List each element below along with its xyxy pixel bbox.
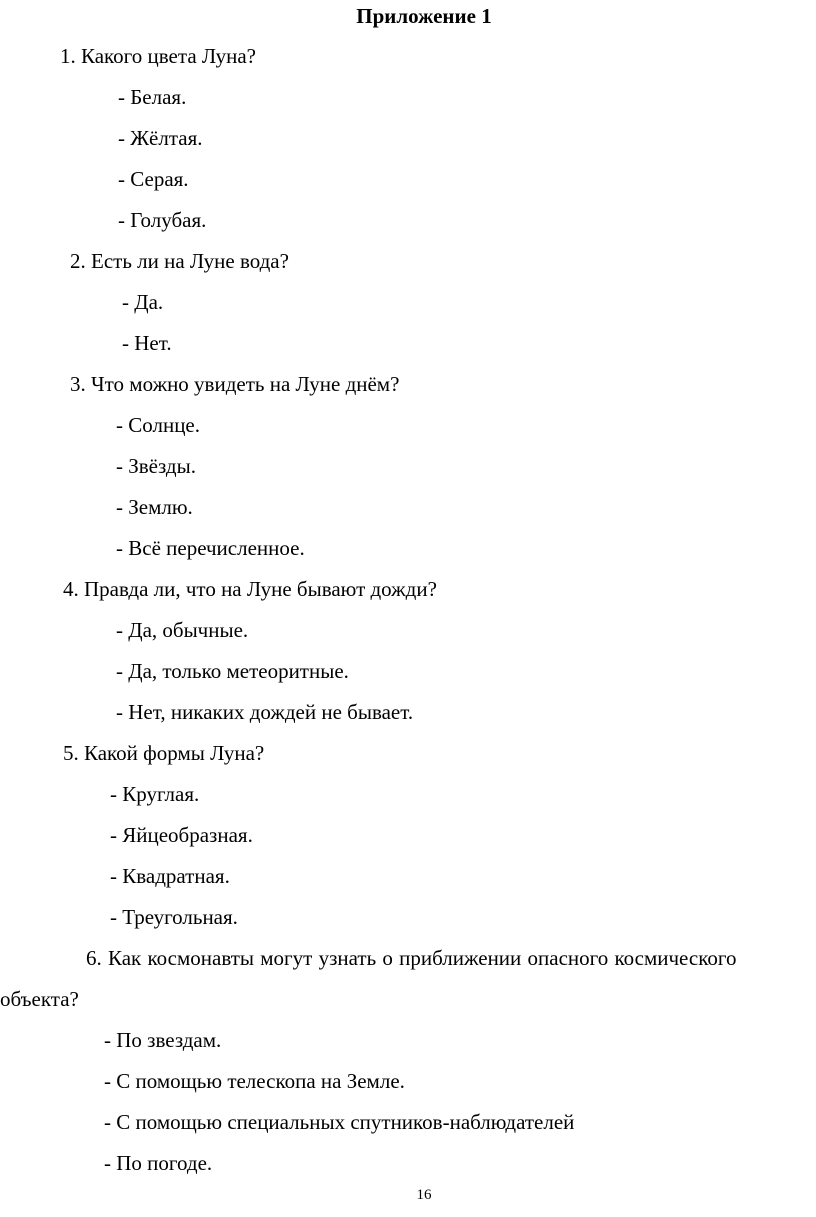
question-6-continued: объекта? — [0, 987, 79, 1011]
question-1-option-3: - Серая. — [118, 167, 189, 191]
question-1-option-4: - Голубая. — [118, 208, 207, 232]
question-5-option-1: - Круглая. — [110, 782, 200, 806]
question-3: 3. Что можно увидеть на Луне днём? — [70, 372, 400, 396]
question-3-option-4: - Всё перечисленное. — [116, 536, 305, 560]
question-4-option-1: - Да, обычные. — [116, 618, 249, 642]
question-1-option-1: - Белая. — [118, 85, 187, 109]
question-6-option-2: - С помощью телескопа на Земле. — [104, 1069, 405, 1093]
question-4: 4. Правда ли, что на Луне бывают дожди? — [63, 577, 437, 601]
question-5-option-3: - Квадратная. — [110, 864, 230, 888]
question-3-option-2: - Звёзды. — [116, 454, 196, 478]
question-1: 1. Какого цвета Луна? — [60, 44, 256, 68]
appendix-title: Приложение 1 — [356, 4, 492, 28]
question-2-option-1: - Да. — [122, 290, 164, 314]
question-5-option-2: - Яйцеобразная. — [110, 823, 253, 847]
question-2-option-2: - Нет. — [122, 331, 172, 355]
question-6-option-1: - По звездам. — [104, 1028, 222, 1052]
question-5-option-4: - Треугольная. — [110, 905, 238, 929]
question-5: 5. Какой формы Луна? — [63, 741, 265, 765]
question-6-option-3: - С помощью специальных спутников-наблюдателей — [104, 1110, 575, 1134]
page-number: 16 — [416, 1187, 432, 1203]
question-3-option-3: - Землю. — [116, 495, 193, 519]
question-3-option-1: - Солнце. — [116, 413, 200, 437]
question-6-option-4: - По погоде. — [104, 1151, 213, 1175]
question-4-option-2: - Да, только метеоритные. — [116, 659, 349, 683]
question-6: 6. Как космонавты могут узнать о приближении опасного космического — [86, 946, 737, 970]
question-2: 2. Есть ли на Луне вода? — [70, 249, 289, 273]
question-4-option-3: - Нет, никаких дождей не бывает. — [116, 700, 414, 724]
question-1-option-2: - Жёлтая. — [118, 126, 203, 150]
